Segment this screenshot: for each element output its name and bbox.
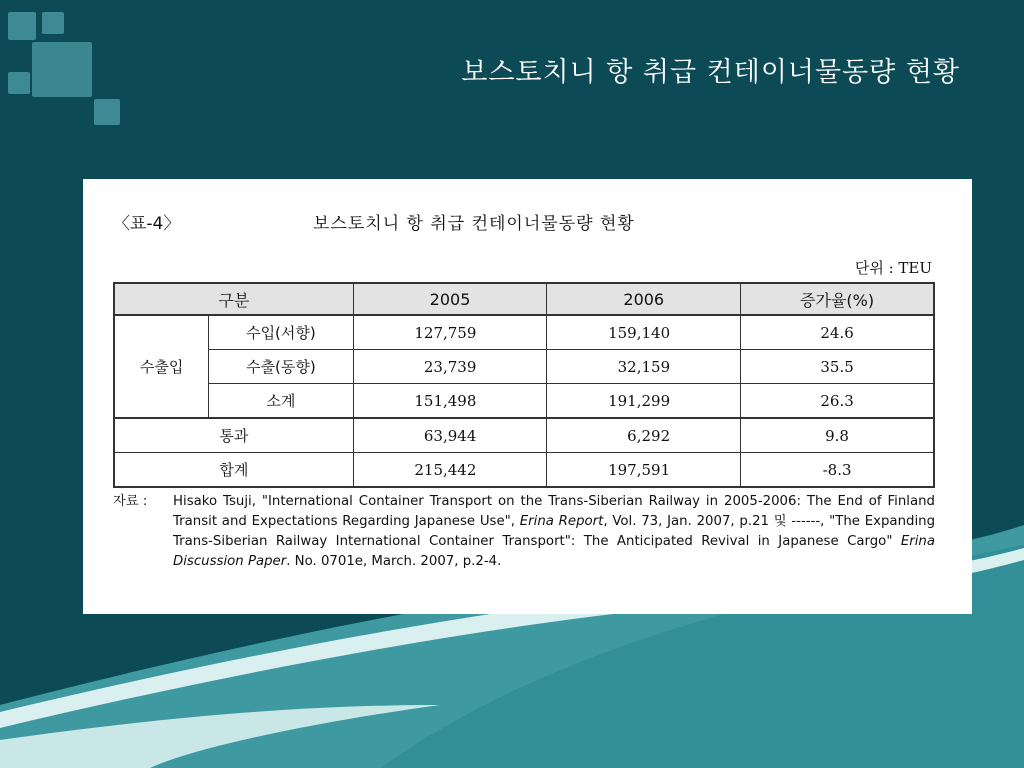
row-label: 통과	[114, 418, 353, 453]
table-row	[114, 315, 934, 350]
cell-2006: 159,140	[547, 315, 741, 350]
row-label: 수입(서향)	[209, 315, 353, 350]
decorative-square	[94, 99, 120, 125]
table-row	[114, 350, 934, 384]
cell-rate: 24.6	[741, 315, 934, 350]
decorative-square	[8, 12, 36, 40]
table-header-row	[114, 283, 934, 315]
header-category: 구분	[114, 283, 353, 315]
cell-2006: 197,591	[547, 453, 741, 488]
group-label: 수출입	[114, 315, 209, 418]
citation-text: Hisako Tsuji, "International Container Transport on the Trans-Siberian Railway in 2005-2006: The End of Finland Transit and Expectations Regarding Japanese Use",	[173, 494, 935, 529]
cell-rate: 35.5	[741, 350, 934, 384]
decorative-square	[32, 42, 92, 97]
cell-2005: 23,739	[353, 350, 547, 384]
table-row	[114, 384, 934, 419]
table-caption: 보스토치니 항 취급 컨테이너물동량 현황	[313, 214, 635, 234]
cell-2005: 127,759	[353, 315, 547, 350]
cell-rate: 26.3	[741, 384, 934, 419]
journal-title: Erina Discussion Paper	[173, 534, 935, 569]
header-2006: 2006	[547, 283, 741, 315]
slide-title: 보스토치니 항 취급 컨테이너물동량 현황	[461, 57, 960, 88]
cell-2005: 151,498	[353, 384, 547, 419]
source-note	[113, 492, 935, 572]
citation-text: , Vol. 73, Jan. 2007, p.21 및 ------, "The Expanding Trans-Siberian Railway International Container Transport": The Anticipated Revival in Japanese Cargo"	[173, 514, 936, 549]
table-number-label: 〈표-4〉	[113, 214, 181, 234]
cell-2006: 6,292	[547, 418, 741, 453]
cell-2006: 32,159	[547, 350, 741, 384]
cell-2005: 63,944	[353, 418, 547, 453]
unit-label: 단위 : TEU	[854, 259, 932, 277]
cell-rate: 9.8	[741, 418, 934, 453]
header-2005: 2005	[353, 283, 547, 315]
row-label: 합계	[114, 453, 353, 488]
header-growth-rate: 증가율(%)	[741, 283, 934, 315]
table-row	[114, 418, 934, 453]
source-citation	[173, 492, 935, 572]
cell-2006: 191,299	[547, 384, 741, 419]
row-label: 수출(동향)	[209, 350, 353, 384]
cell-2005: 215,442	[353, 453, 547, 488]
citation-text: . No. 0701e, March. 2007, p.2-4.	[286, 554, 502, 569]
row-label: 소계	[209, 384, 353, 419]
cell-rate: -8.3	[741, 453, 934, 488]
table-image-panel	[83, 179, 972, 614]
container-volume-table	[113, 282, 935, 488]
decorative-square	[42, 12, 64, 34]
journal-title: Erina Report	[519, 514, 604, 529]
decorative-square	[8, 72, 30, 94]
source-label: 자료 :	[113, 494, 148, 509]
table-row	[114, 453, 934, 488]
